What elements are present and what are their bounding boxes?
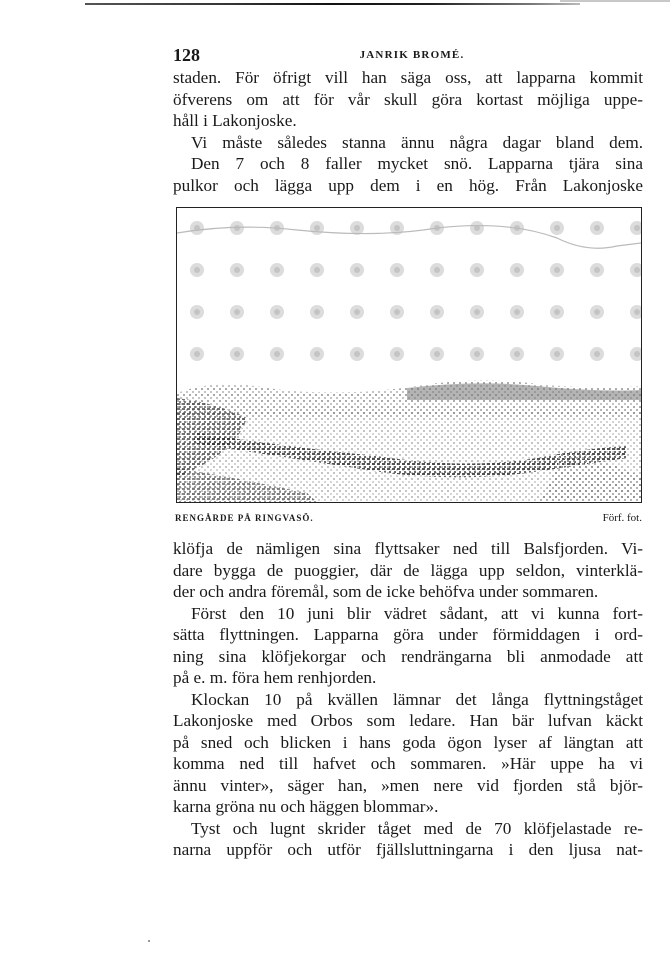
photo-figure xyxy=(176,207,642,503)
text-line: der och andra föremål, som de icke behöfva under sommaren. xyxy=(173,582,599,601)
figure-caption xyxy=(175,512,642,528)
running-head: JANRIK BROMÉ. xyxy=(359,49,465,61)
text-line: ännu vinter», säger han, »men nere vid fjorden stå björ- xyxy=(173,775,643,795)
text-line: Lakonjoske med Orbos som ledare. Han bär lufvan käckt xyxy=(173,711,643,730)
text-line: på e. m. föra hem renhjorden. xyxy=(173,668,377,687)
text-line: komma ned till hafvet och sommaren. »Här uppe ha vi xyxy=(173,754,643,773)
text-line: Den 7 och 8 faller mycket snö. Lapparna tjära sina xyxy=(191,154,643,173)
page-number: 128 xyxy=(173,45,200,65)
text-line: Vi måste således stanna ännu några dagar bland dem. xyxy=(191,132,643,152)
text-line: på sned och blicken i hans goda ögon lyser af längtan att xyxy=(173,732,643,752)
text-block-top xyxy=(173,67,643,196)
text-line: staden. För öfrigt vill han säga oss, att lapparna kommit xyxy=(173,68,643,87)
text-line: sätta flyttningen. Lapparna göra under förmiddagen i ord- xyxy=(173,625,643,644)
text-line: klöfja de nämligen sina flyttsaker ned till Balsfjorden. Vi- xyxy=(173,539,643,558)
text-line: narna uppför och utför fjällsluttningarna i den ljusa nat- xyxy=(173,840,643,859)
photo-credit: Förf. fot. xyxy=(602,512,642,524)
text-line: håll i Lakonjoske. xyxy=(173,111,297,130)
paper-speck xyxy=(148,940,150,942)
text-line: Först den 10 juni blir vädret sådant, att vi kunna fort- xyxy=(191,603,643,623)
text-block-bottom xyxy=(173,538,643,861)
text-line: Tyst och lugnt skrider tåget med de 70 klöfjelastade re- xyxy=(191,818,643,838)
text-line: Klockan 10 på kvällen lämnar det långa flyttningståget xyxy=(191,689,643,709)
page-header xyxy=(173,44,643,66)
text-line: karna gröna nu och häggen blommar». xyxy=(173,797,439,816)
landscape-photo xyxy=(177,208,641,502)
text-line: pulkor och lägga upp dem i en hög. Från Lakonjoske xyxy=(173,175,643,195)
top-rule xyxy=(85,3,580,5)
caption-title: RENGÅRDE PÅ RINGVASÖ. xyxy=(175,513,314,523)
text-line: dare bygga de puoggier, där de lägga upp seldon, vinterklä- xyxy=(173,560,643,580)
text-line: ning sina klöfjekorgar och rendrängarna bli anmodade att xyxy=(173,646,643,666)
top-rule-faint xyxy=(560,0,670,2)
text-line: öfverens om att för vår skull göra kortast möjliga uppe- xyxy=(173,89,643,109)
